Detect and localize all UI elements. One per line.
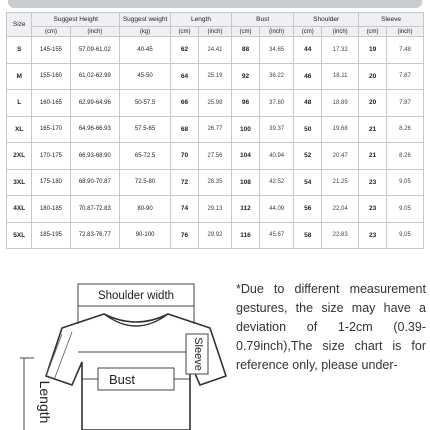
value-cell: 44 xyxy=(294,37,322,64)
value-cell: 20.47 xyxy=(322,143,359,170)
header-bar xyxy=(8,0,422,8)
value-cell: 39.37 xyxy=(259,116,293,143)
unit-header: (kg) xyxy=(120,27,171,37)
unit-header: (cm) xyxy=(170,27,198,37)
sleeve-header: Sleeve xyxy=(359,13,424,27)
value-cell: 92 xyxy=(232,63,260,90)
size-cell: 3XL xyxy=(7,169,32,196)
value-cell: 62.99-64.96 xyxy=(70,90,120,117)
size-cell: L xyxy=(7,90,32,117)
value-cell: 65-72.5 xyxy=(120,143,171,170)
value-cell: 116 xyxy=(232,222,260,249)
value-cell: 100 xyxy=(232,116,260,143)
length-header: Length xyxy=(170,13,231,27)
value-cell: 96 xyxy=(232,90,260,117)
value-cell: 22.04 xyxy=(322,196,359,223)
shoulder-width-label: Shoulder width xyxy=(97,290,175,302)
value-cell: 68.90-70.87 xyxy=(70,169,120,196)
value-cell: 23 xyxy=(359,222,387,249)
value-cell: 24.41 xyxy=(198,37,231,64)
value-cell: 9.05 xyxy=(387,196,424,223)
shoulder-header: Shoulder xyxy=(294,13,359,27)
size-row xyxy=(7,143,424,170)
value-cell: 68 xyxy=(170,116,198,143)
value-cell: 23 xyxy=(359,196,387,223)
value-cell: 44.09 xyxy=(259,196,293,223)
sleeve-label: Sleeve xyxy=(192,337,205,371)
unit-header: (cm) xyxy=(232,27,260,37)
value-cell: 175-180 xyxy=(32,169,70,196)
value-cell: 7.87 xyxy=(387,90,424,117)
value-cell: 9.05 xyxy=(387,222,424,249)
value-cell: 90-100 xyxy=(120,222,171,249)
value-cell: 74 xyxy=(170,196,198,223)
value-cell: 145-155 xyxy=(32,37,70,64)
value-cell: 45-50 xyxy=(120,63,171,90)
value-cell: 17.32 xyxy=(322,37,359,64)
size-row xyxy=(7,222,424,249)
suggest-height-header: Suggest Height xyxy=(32,13,120,27)
value-cell: 40.94 xyxy=(259,143,293,170)
value-cell: 160-165 xyxy=(32,90,70,117)
value-cell: 7.87 xyxy=(387,63,424,90)
value-cell: 18.11 xyxy=(322,63,359,90)
value-cell: 54 xyxy=(294,169,322,196)
size-row xyxy=(7,116,424,143)
value-cell: 88 xyxy=(232,37,260,64)
value-cell: 42.52 xyxy=(259,169,293,196)
value-cell: 21 xyxy=(359,143,387,170)
value-cell: 72.5-80 xyxy=(120,169,171,196)
size-cell: 4XL xyxy=(7,196,32,223)
size-chart-table xyxy=(6,12,424,249)
size-row xyxy=(7,90,424,117)
value-cell: 20 xyxy=(359,63,387,90)
unit-header: (cm) xyxy=(32,27,70,37)
value-cell: 66.93-68.90 xyxy=(70,143,120,170)
value-cell: 76 xyxy=(170,222,198,249)
size-row xyxy=(7,37,424,64)
size-cell: S xyxy=(7,37,32,64)
value-cell: 112 xyxy=(232,196,260,223)
value-cell: 52 xyxy=(294,143,322,170)
size-cell: M xyxy=(7,63,32,90)
value-cell: 180-185 xyxy=(32,196,70,223)
value-cell: 165-170 xyxy=(32,116,70,143)
size-row xyxy=(7,196,424,223)
value-cell: 66 xyxy=(170,90,198,117)
value-cell: 37.80 xyxy=(259,90,293,117)
value-cell: 40-45 xyxy=(120,37,171,64)
value-cell: 21 xyxy=(359,116,387,143)
value-cell: 104 xyxy=(232,143,260,170)
value-cell: 27.56 xyxy=(198,143,231,170)
value-cell: 29.92 xyxy=(198,222,231,249)
size-row xyxy=(7,63,424,90)
value-cell: 25.98 xyxy=(198,90,231,117)
value-cell: 45.67 xyxy=(259,222,293,249)
value-cell: 58 xyxy=(294,222,322,249)
value-cell: 56 xyxy=(294,196,322,223)
size-cell: 5XL xyxy=(7,222,32,249)
value-cell: 25.19 xyxy=(198,63,231,90)
unit-header: (inch) xyxy=(259,27,293,37)
value-cell: 34.65 xyxy=(259,37,293,64)
unit-header: (inch) xyxy=(198,27,231,37)
value-cell: 8.26 xyxy=(387,143,424,170)
size-row xyxy=(7,169,424,196)
value-cell: 64 xyxy=(170,63,198,90)
unit-header: (inch) xyxy=(387,27,424,37)
tshirt-diagram xyxy=(0,272,230,430)
value-cell: 36.22 xyxy=(259,63,293,90)
value-cell: 70 xyxy=(170,143,198,170)
value-cell: 50 xyxy=(294,116,322,143)
value-cell: 57.09-61.02 xyxy=(70,37,120,64)
value-cell: 19 xyxy=(359,37,387,64)
value-cell: 23 xyxy=(359,169,387,196)
value-cell: 48 xyxy=(294,90,322,117)
suggest-weight-header: Suggest weight xyxy=(120,13,171,27)
size-disclaimer: *Due to different measurement gestures, the size may have a deviation of 1-2cm (0.39-0.79inch),The size chart is for reference only, please under- xyxy=(236,282,426,372)
value-cell: 57.5-65 xyxy=(120,116,171,143)
bust-label: Bust xyxy=(108,372,136,387)
value-cell: 9.05 xyxy=(387,169,424,196)
value-cell: 72 xyxy=(170,169,198,196)
size-cell: 2XL xyxy=(7,143,32,170)
value-cell: 50-57.5 xyxy=(120,90,171,117)
value-cell: 46 xyxy=(294,63,322,90)
size-header: Size xyxy=(7,13,32,37)
value-cell: 18.89 xyxy=(322,90,359,117)
value-cell: 108 xyxy=(232,169,260,196)
value-cell: 26.77 xyxy=(198,116,231,143)
value-cell: 21.25 xyxy=(322,169,359,196)
value-cell: 8.26 xyxy=(387,116,424,143)
unit-header: (inch) xyxy=(70,27,120,37)
value-cell: 64.96-66.93 xyxy=(70,116,120,143)
value-cell: 7.48 xyxy=(387,37,424,64)
size-rows xyxy=(7,37,424,249)
value-cell: 72.83-76.77 xyxy=(70,222,120,249)
length-label: Length xyxy=(37,380,53,424)
value-cell: 80-90 xyxy=(120,196,171,223)
value-cell: 155-160 xyxy=(32,63,70,90)
value-cell: 22.83 xyxy=(322,222,359,249)
value-cell: 61.02-62.99 xyxy=(70,63,120,90)
value-cell: 28.35 xyxy=(198,169,231,196)
unit-header: (cm) xyxy=(294,27,322,37)
value-cell: 70.87-72.83 xyxy=(70,196,120,223)
unit-header: (cm) xyxy=(359,27,387,37)
value-cell: 20 xyxy=(359,90,387,117)
unit-header: (inch) xyxy=(322,27,359,37)
value-cell: 185-195 xyxy=(32,222,70,249)
value-cell: 170-175 xyxy=(32,143,70,170)
value-cell: 19.68 xyxy=(322,116,359,143)
value-cell: 62 xyxy=(170,37,198,64)
bust-header: Bust xyxy=(232,13,294,27)
size-cell: XL xyxy=(7,116,32,143)
value-cell: 29.13 xyxy=(198,196,231,223)
